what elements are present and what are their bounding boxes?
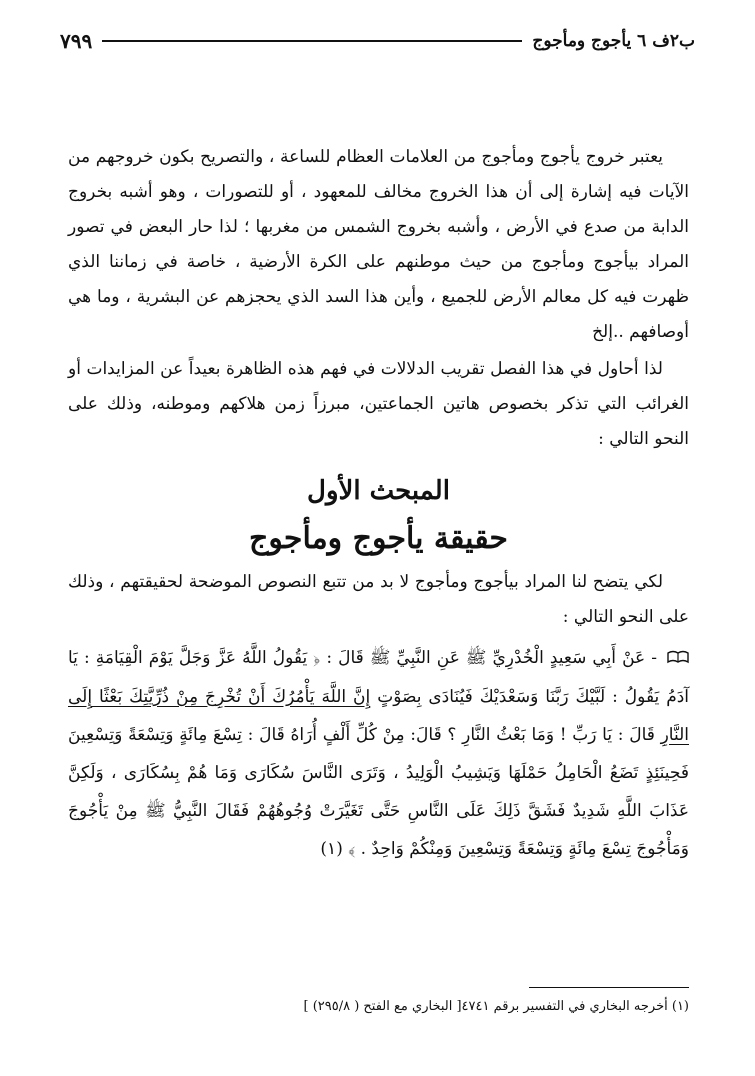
intro-paragraph-1: يعتبر خروج يأجوج ومأجوج من العلامات العظام للساعة ، والتصريح بكون خروجهم من الآيات فيه إشارة إلى أن هذا الخروج مخالف للمعهود ، أو للتصورات ، وهو أشبه بخروج الدابة من صدع في الأرض ، وأشبه بخروج الشمس من مغربها ؛ لذا حار البعض في تصور المراد بيأجوج ومأجوج من حيث موطنهم على الكرة الأرضية ، خاصة في زماننا الذي ظهرت فيه كل معالم الأرض للجميع ، وأين هذا السد الذي يحجزهم عن البشرية ، وما هي أوصافهم ..إلخ bbox=[68, 147, 689, 342]
hadith-suffix: قَالَ : يَا رَبِّ ! وَمَا بَعْثُ النَّارِ ؟ قَالَ: مِنْ كُلِّ أَلْفٍ أُرَاهُ قَالَ : تِسْعَ مِائَةٍ وَتِسْعَةً وَتِسْعِينَ فَحِينَئِذٍ تَضَعُ الْحَامِلُ حَمْلَهَا وَيَشِيبُ الْوَلِيدُ ، وَتَرَى النَّاسَ سُكَارَى وَمَا هُمْ بِسُكَارَى ، وَلَكِنَّ عَذَابَ اللَّهِ شَدِيدٌ فَشَقَّ ذَلِكَ عَلَى النَّاسِ حَتَّى تَغَيَّرَتْ وُجُوهُهُمْ فَقَالَ النَّبِيُّ ﷺ مِنْ يَأْجُوجَ وَمَأْجُوجَ تِسْعَ مِائَةٍ وَتِسْعَةً وَتِسْعِينَ وَمِنْكُمْ وَاحِدٌ . ﴾ (١) bbox=[68, 724, 689, 859]
intro-paragraph-2: لذا أحاول في هذا الفصل تقريب الدلالات في فهم هذه الظاهرة بعيداً عن المزايدات أو الغرائب التي تذكر بخصوص هاتين الجماعتين، مبرزاً زمن هلاكهم وموطنه، وذلك على النحو التالي : bbox=[68, 359, 689, 449]
footnote: (١) أخرجه البخاري في التفسير برقم ٤٧٤١[ البخاري مع الفتح ( ٢٩٥/٨) ] bbox=[303, 999, 689, 1014]
hadith-underlined-phrase: إِنَّ اللَّهَ يَأْمُرُكَ أَنْ تُخْرِجَ مِنْ ذُرِّيَّتِكَ بَعْثًا إِلَى النَّارِ bbox=[68, 686, 689, 745]
page-body bbox=[68, 140, 689, 868]
open-book-icon bbox=[667, 640, 689, 678]
section-lead-paragraph: لكي يتضح لنا المراد بيأجوج ومأجوج لا بد من تتبع النصوص الموضحة لحقيقتهم ، وذلك على النحو التالي : bbox=[68, 572, 689, 627]
page-number: ٧٩٩ bbox=[60, 29, 93, 53]
hadith-text bbox=[68, 639, 689, 868]
section-subheading: حقيقة يأجوج ومأجوج bbox=[249, 521, 508, 556]
hadith-prefix: - عَنْ أَبِي سَعِيدٍ الْخُدْرِيِّ ﷺ عَنِ النَّبِيِّ ﷺ قَالَ : ﴿ يَقُولُ اللَّهُ عَزَّ وَجَلَّ يَوْمَ الْقِيَامَةِ : يَا آدَمُ يَقُولُ : لَبَّيْكَ رَبَّنَا وَسَعْدَيْكَ فَيُنَادَى بِصَوْتٍ bbox=[68, 648, 690, 707]
page-header bbox=[60, 24, 695, 58]
header-rule bbox=[102, 40, 522, 42]
footnote-divider bbox=[529, 987, 689, 988]
section-heading: المبحث الأول bbox=[307, 476, 450, 506]
running-title: ب٢ف ٦ يأجوج ومأجوج bbox=[532, 31, 695, 51]
